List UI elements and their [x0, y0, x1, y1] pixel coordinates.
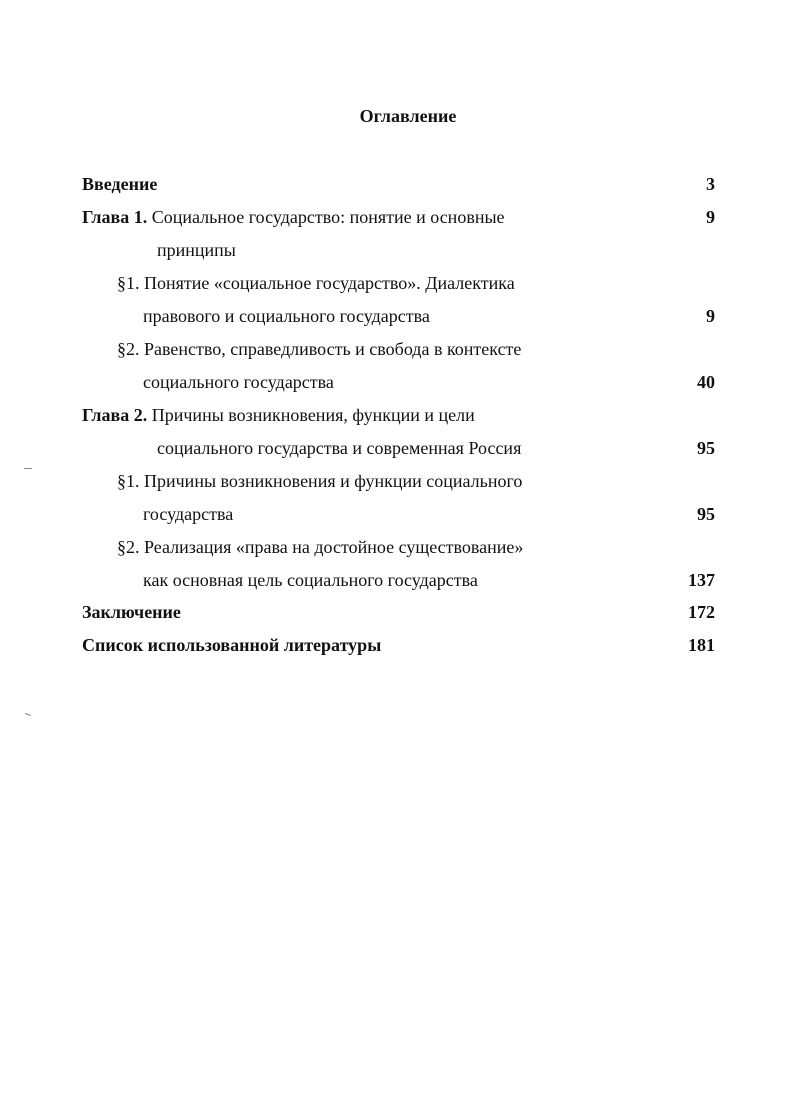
toc-ch1-page: 9: [706, 207, 715, 227]
toc-title: Оглавление: [359, 106, 457, 126]
toc-ch2-s1-line1: §1. Причины возникновения и функции социального: [117, 471, 523, 491]
toc-ch2-s1-page: 95: [697, 504, 715, 524]
toc-ch1-line1: [82, 205, 505, 229]
toc-ch2-s2-page: 137: [688, 570, 715, 590]
toc-ch1-s1-line1: §1. Понятие «социальное государство». Диалектика: [117, 273, 515, 293]
toc-ch1-line2: принципы: [157, 240, 236, 260]
toc-ch2-s2-line1: §2. Реализация «права на достойное существование»: [117, 537, 524, 557]
toc-ch1-prefix: Глава 1.: [82, 207, 148, 227]
toc-ch2-title: Причины возникновения, функции и цели: [151, 405, 475, 425]
toc-ch2-page: 95: [697, 438, 715, 458]
toc-ch2-line2: социального государства и современная Россия: [157, 438, 522, 458]
toc-ch1-s2-page: 40: [697, 372, 715, 392]
toc-ch2-s2-line2: как основная цель социального государства: [143, 570, 478, 590]
toc-references-label: Список использованной литературы: [82, 635, 382, 655]
toc-references-page: 181: [688, 635, 715, 655]
toc-intro-label: Введение: [82, 174, 158, 194]
toc-ch2-line1: [82, 403, 475, 427]
scan-mark: [25, 713, 31, 716]
toc-ch1-s2-line1: §2. Равенство, справедливость и свобода в контексте: [117, 339, 522, 359]
toc-intro-page: 3: [706, 174, 715, 194]
toc-ch1-s1-page: 9: [706, 306, 715, 326]
scan-mark: [24, 468, 32, 469]
toc-ch2-s1-line2: государства: [143, 504, 234, 524]
toc-ch2-prefix: Глава 2.: [82, 405, 148, 425]
toc-conclusion-page: 172: [688, 602, 715, 622]
toc-ch1-s1-line2: правового и социального государства: [143, 306, 430, 326]
toc-ch1-s2-line2: социального государства: [143, 372, 334, 392]
toc-conclusion-label: Заключение: [82, 602, 181, 622]
toc-ch1-title: Социальное государство: понятие и основные: [151, 207, 505, 227]
